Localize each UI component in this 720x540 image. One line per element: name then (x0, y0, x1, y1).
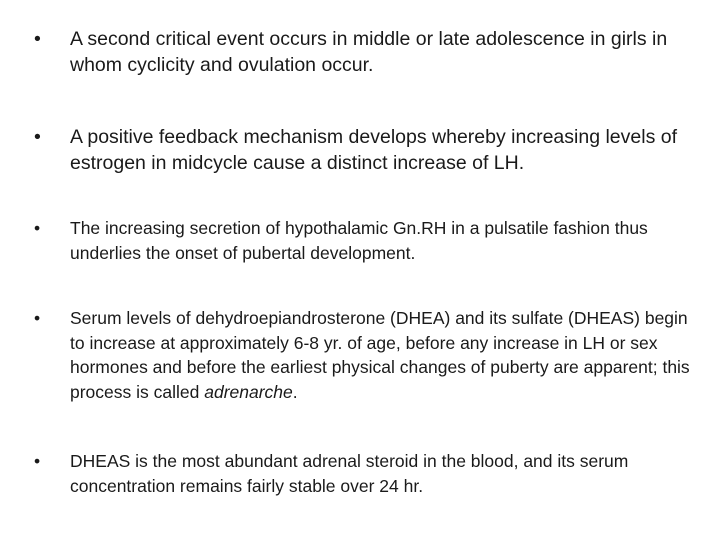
bullet-item (34, 306, 700, 404)
bullet-marker: • (34, 451, 41, 471)
bullet-text: A positive feedback mechanism develops whereby increasing levels of estrogen in midcycle cause a distinct increase of LH. (70, 126, 677, 174)
bullet-marker: • (34, 218, 41, 238)
bullet-text: The increasing secretion of hypothalamic Gn.RH in a pulsatile fashion thus underlies the onset of pubertal development. (70, 218, 648, 263)
bullet-text: DHEAS is the most abundant adrenal steroid in the blood, and its serum concentration remains fairly stable over 24 hr. (70, 451, 629, 496)
bullet-item (34, 124, 700, 176)
bullet-item (34, 216, 700, 265)
bullet-text: A second critical event occurs in middle or late adolescence in girls in whom cyclicity and ovulation occur. (70, 28, 668, 76)
bullet-item (34, 26, 700, 78)
bullet-text-part: . (292, 381, 298, 402)
bullet-item (34, 449, 700, 498)
bullet-marker: • (34, 28, 41, 50)
bullet-text-part: Serum levels of dehydroepiandrosterone (DHEA) and its sulfate (DHEAS) begin to increase at approximately 6-8 yr. of age, before any increase in LH or sex hormones and before the earliest physical changes of puberty are apparent; this process is called (70, 308, 690, 402)
bullet-text (70, 306, 700, 404)
bullet-marker: • (34, 126, 41, 148)
emphasized-term: adrenarche (204, 381, 293, 402)
bullet-marker: • (34, 308, 41, 328)
